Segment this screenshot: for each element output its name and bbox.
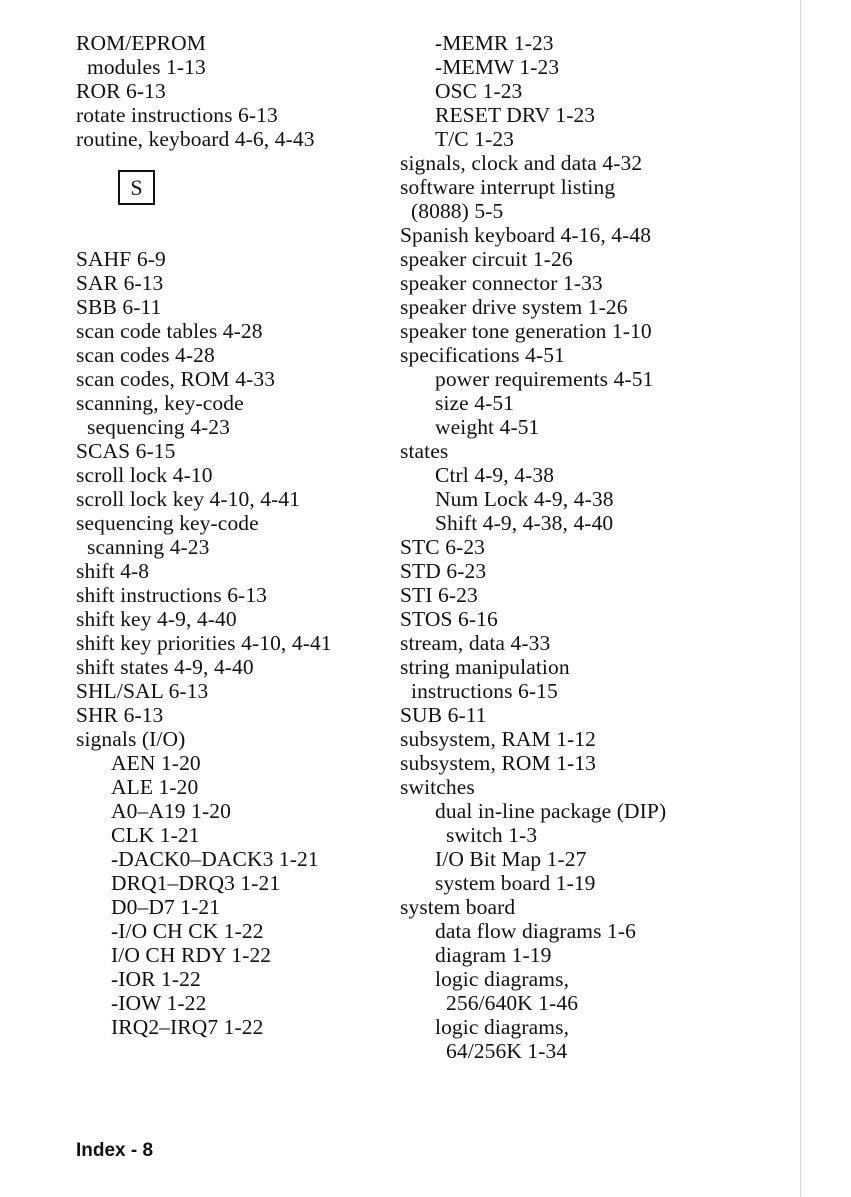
- index-entry: routine, keyboard 4-6, 4-43: [76, 127, 315, 151]
- index-entry: STI 6-23: [400, 583, 478, 607]
- index-entry: software interrupt listing: [400, 175, 616, 199]
- index-entry: logic diagrams,: [435, 967, 570, 991]
- index-entry: SHR 6-13: [76, 703, 164, 727]
- index-entries-s-continued: [400, 31, 710, 1063]
- index-entry: size 4-51: [435, 391, 515, 415]
- index-entry: SCAS 6-15: [76, 439, 176, 463]
- index-entry: signals, clock and data 4-32: [400, 151, 643, 175]
- index-entry: scan codes, ROM 4-33: [76, 367, 276, 391]
- index-entry: Shift 4-9, 4-38, 4-40: [435, 511, 614, 535]
- index-entry: -MEMR 1-23: [435, 31, 554, 55]
- index-entry: scanning, key-code: [76, 391, 244, 415]
- index-entry: IRQ2–IRQ7 1-22: [111, 1015, 264, 1039]
- index-entry: subsystem, ROM 1-13: [400, 751, 597, 775]
- index-entry: CLK 1-21: [111, 823, 200, 847]
- index-entry: data flow diagrams 1-6: [435, 919, 637, 943]
- left-column: [76, 31, 396, 1039]
- index-entry: system board: [400, 895, 516, 919]
- index-entry: AEN 1-20: [111, 751, 201, 775]
- index-entry: A0–A19 1-20: [111, 799, 231, 823]
- index-entries-r: [76, 31, 396, 151]
- index-entry: SAR 6-13: [76, 271, 164, 295]
- right-column: [400, 31, 710, 1063]
- index-entry: I/O Bit Map 1-27: [435, 847, 587, 871]
- index-entry: Ctrl 4-9, 4-38: [435, 463, 555, 487]
- index-entry: weight 4-51: [435, 415, 540, 439]
- index-entry: Num Lock 4-9, 4-38: [435, 487, 614, 511]
- index-entry: shift instructions 6-13: [76, 583, 268, 607]
- index-entry: ROM/EPROM: [76, 31, 206, 55]
- index-entry: scanning 4-23: [87, 535, 210, 559]
- page-edge-divider: [800, 0, 801, 1197]
- index-entry: modules 1-13: [87, 55, 206, 79]
- index-entry: subsystem, RAM 1-12: [400, 727, 597, 751]
- index-entry: speaker circuit 1-26: [400, 247, 573, 271]
- index-entry: specifications 4-51: [400, 343, 565, 367]
- index-entry: D0–D7 1-21: [111, 895, 221, 919]
- page-footer: Index - 8: [76, 1140, 154, 1161]
- index-entry: SAHF 6-9: [76, 247, 166, 271]
- index-entry: Spanish keyboard 4-16, 4-48: [400, 223, 652, 247]
- index-entry: ROR 6-13: [76, 79, 166, 103]
- index-entry: stream, data 4-33: [400, 631, 551, 655]
- index-entry: speaker connector 1-33: [400, 271, 603, 295]
- index-entry: STC 6-23: [400, 535, 486, 559]
- index-entry: shift key priorities 4-10, 4-41: [76, 631, 332, 655]
- index-entry: -DACK0–DACK3 1-21: [111, 847, 319, 871]
- index-entry: sequencing 4-23: [87, 415, 231, 439]
- index-entry: -IOR 1-22: [111, 967, 201, 991]
- index-entry: SUB 6-11: [400, 703, 487, 727]
- index-entry: RESET DRV 1-23: [435, 103, 596, 127]
- index-entry: power requirements 4-51: [435, 367, 654, 391]
- index-entry: STD 6-23: [400, 559, 487, 583]
- section-letter-s: S: [118, 170, 155, 205]
- index-entry: OSC 1-23: [435, 79, 523, 103]
- index-entry: system board 1-19: [435, 871, 596, 895]
- index-entry: -MEMW 1-23: [435, 55, 560, 79]
- index-entries-s: [76, 247, 396, 1039]
- index-entry: signals (I/O): [76, 727, 186, 751]
- index-entry: rotate instructions 6-13: [76, 103, 278, 127]
- index-entry: ALE 1-20: [111, 775, 199, 799]
- index-entry: instructions 6-15: [411, 679, 558, 703]
- index-entry: scan code tables 4-28: [76, 319, 263, 343]
- index-entry: (8088) 5-5: [411, 199, 504, 223]
- index-entry: dual in-line package (DIP): [435, 799, 667, 823]
- index-entry: diagram 1-19: [435, 943, 552, 967]
- index-entry: STOS 6-16: [400, 607, 498, 631]
- index-entry: I/O CH RDY 1-22: [111, 943, 272, 967]
- index-entry: scan codes 4-28: [76, 343, 215, 367]
- index-entry: -IOW 1-22: [111, 991, 207, 1015]
- index-entry: string manipulation: [400, 655, 570, 679]
- index-entry: SBB 6-11: [76, 295, 162, 319]
- index-entry: SHL/SAL 6-13: [76, 679, 209, 703]
- index-entry: 256/640K 1-46: [446, 991, 579, 1015]
- index-entry: switch 1-3: [446, 823, 538, 847]
- index-entry: switches: [400, 775, 475, 799]
- index-entry: 64/256K 1-34: [446, 1039, 568, 1063]
- index-entry: shift 4-8: [76, 559, 150, 583]
- index-entry: shift states 4-9, 4-40: [76, 655, 254, 679]
- index-entry: states: [400, 439, 449, 463]
- index-entry: -I/O CH CK 1-22: [111, 919, 264, 943]
- index-entry: scroll lock key 4-10, 4-41: [76, 487, 301, 511]
- index-entry: speaker tone generation 1-10: [400, 319, 652, 343]
- index-entry: logic diagrams,: [435, 1015, 570, 1039]
- index-entry: scroll lock 4-10: [76, 463, 213, 487]
- index-entry: T/C 1-23: [435, 127, 515, 151]
- index-entry: shift key 4-9, 4-40: [76, 607, 237, 631]
- index-entry: sequencing key-code: [76, 511, 259, 535]
- index-entry: DRQ1–DRQ3 1-21: [111, 871, 281, 895]
- index-entry: speaker drive system 1-26: [400, 295, 628, 319]
- section-letter-row: [76, 151, 396, 247]
